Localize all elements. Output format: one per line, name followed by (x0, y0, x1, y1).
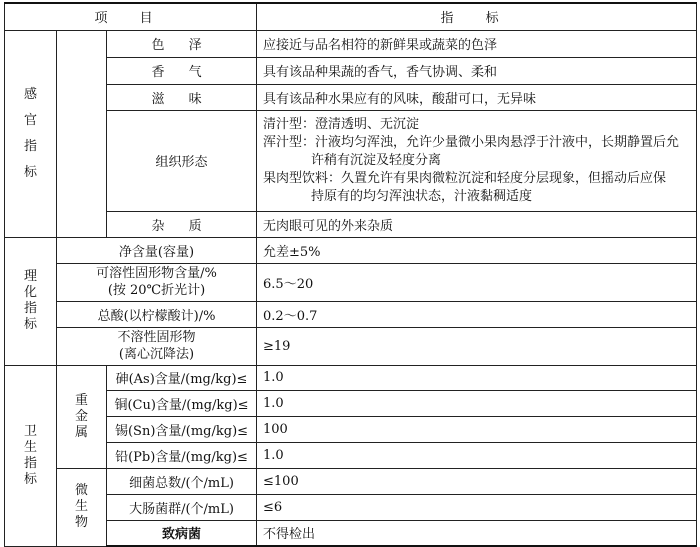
group-char: 指 (23, 455, 37, 471)
aroma-label: 香 气 (107, 57, 257, 84)
hygiene-row-tin (5, 416, 697, 442)
texture-label: 组织形态 (107, 110, 257, 211)
group-char: 标 (23, 164, 37, 180)
copper-value: 1.0 (257, 390, 697, 416)
soluble-solids-label (57, 263, 257, 301)
hygiene-row-copper (5, 390, 697, 416)
heavy-metal-group-label (57, 365, 107, 468)
impurity-value: 无肉眼可见的外来杂质 (257, 211, 697, 237)
header-row (5, 3, 697, 30)
sensory-row-texture (5, 110, 697, 211)
hygiene-group-label (5, 365, 57, 546)
group-char: 指 (23, 138, 37, 154)
group-char: 标 (23, 471, 37, 487)
soluble-solids-value: 6.5～20 (257, 263, 697, 301)
group-char: 重 (74, 392, 88, 408)
insoluble-solids-label (57, 327, 257, 365)
group-char: 化 (23, 285, 37, 300)
group-char: 生 (74, 499, 88, 514)
taste-value: 具有该品种水果应有的风味，酸甜可口，无异味 (257, 84, 697, 110)
coliform-label: 大肠菌群/(个/mL) (107, 494, 257, 520)
group-char: 卫 (23, 423, 37, 439)
arsenic-value: 1.0 (257, 365, 697, 390)
group-char: 标 (23, 317, 37, 332)
group-char: 金 (74, 408, 88, 424)
taste-label: 滋 味 (107, 84, 257, 110)
hygiene-row-lead (5, 442, 697, 468)
color-value: 应接近与品名相符的新鲜果或蔬菜的色泽 (257, 30, 697, 57)
group-char: 官 (23, 112, 37, 128)
hygiene-row-bacteria (5, 468, 697, 494)
impurity-label: 杂 质 (107, 211, 257, 237)
group-char: 感 (23, 86, 37, 102)
group-char: 物 (74, 515, 88, 530)
physchem-row-insoluble-solids (5, 327, 697, 365)
physchem-row-total-acid (5, 301, 697, 327)
texture-value (257, 110, 697, 211)
texture-line: 清汁型：澄清透明、无沉淀 (263, 116, 420, 132)
texture-line: 果肉型饮料：久置允许有果肉微粒沉淀和轻度分层现象，但摇动后应保 (263, 170, 667, 186)
tin-value: 100 (257, 416, 697, 442)
bacteria-value: ≤100 (257, 468, 697, 494)
label-line: 不溶性固形物 (117, 330, 196, 345)
juice-standard-table (4, 2, 697, 547)
microbe-group-label (57, 468, 107, 546)
physchem-group-label (5, 237, 57, 365)
group-char: 指 (23, 301, 37, 316)
sensory-row-color (5, 30, 697, 57)
copper-label: 铜(Cu)含量/(mg/kg)≤ (107, 390, 257, 416)
aroma-value: 具有该品种果蔬的香气，香气协调、柔和 (257, 57, 697, 84)
net-content-label: 净含量(容量) (57, 237, 257, 263)
net-content-value: 允差±5% (257, 237, 697, 263)
texture-line: 浑汁型：汁液均匀浑浊，允许少量微小果肉悬浮于汁液中，长期静置后允 (263, 134, 680, 150)
label-line: 可溶性固形物含量/% (96, 266, 217, 281)
sensory-group-label (5, 30, 57, 237)
label-line: (按 20℃折光计) (107, 283, 206, 298)
lead-label: 铅(Pb)含量/(mg/kg)≤ (107, 442, 257, 468)
bacteria-label: 细菌总数/(个/mL) (107, 468, 257, 494)
physchem-row-net-content (5, 237, 697, 263)
color-label: 色 泽 (107, 30, 257, 57)
group-char: 生 (23, 439, 37, 455)
total-acid-label: 总酸(以柠檬酸计)/% (57, 301, 257, 327)
pathogen-value: 不得检出 (257, 520, 697, 546)
texture-line: 许稍有沉淀及轻度分离 (311, 152, 442, 168)
sensory-blank-cell (57, 30, 107, 237)
arsenic-label: 砷(As)含量/(mg/kg)≤ (107, 365, 257, 390)
group-char: 属 (74, 424, 88, 440)
hygiene-row-pathogen (5, 520, 697, 546)
coliform-value: ≤6 (257, 494, 697, 520)
texture-line: 持原有的均匀浑浊状态，汁液黏稠适度 (311, 188, 533, 204)
hygiene-row-coliform (5, 494, 697, 520)
label-line: (离心沉降法) (118, 347, 195, 362)
hygiene-row-arsenic (5, 365, 697, 390)
tin-label: 锡(Sn)含量/(mg/kg)≤ (107, 416, 257, 442)
group-char: 微 (74, 483, 88, 498)
sensory-row-impurity (5, 211, 697, 237)
header-item: 项 目 (5, 3, 257, 30)
header-indicator: 指 标 (257, 3, 697, 30)
sensory-row-taste (5, 84, 697, 110)
group-char: 理 (23, 269, 37, 284)
pathogen-label: 致病菌 (107, 520, 257, 546)
total-acid-value: 0.2～0.7 (257, 301, 697, 327)
insoluble-solids-value: ≥19 (257, 327, 697, 365)
physchem-row-soluble-solids (5, 263, 697, 301)
sensory-row-aroma (5, 57, 697, 84)
lead-value: 1.0 (257, 442, 697, 468)
